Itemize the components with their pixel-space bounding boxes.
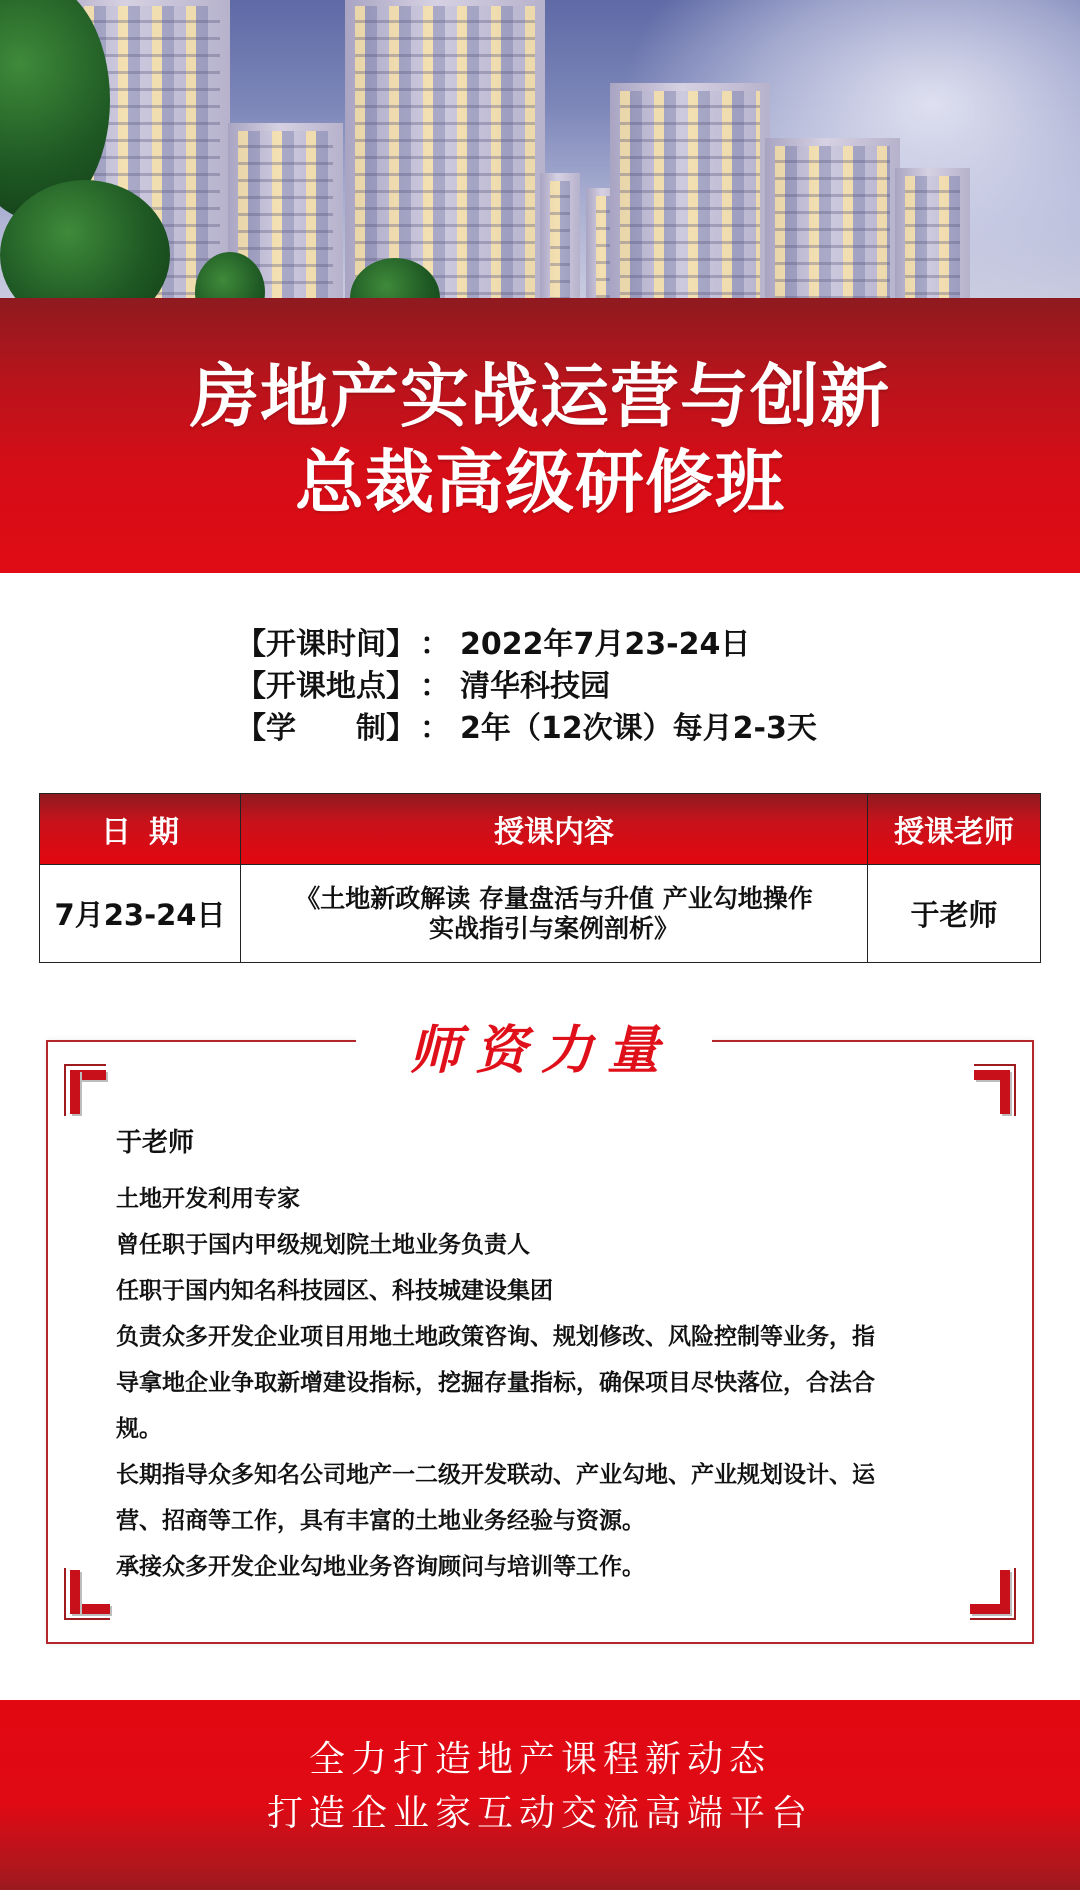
info-row-time bbox=[236, 620, 1036, 662]
bio-line: 负责众多开发企业项目用地土地政策咨询、规划修改、风险控制等业务，指 bbox=[116, 1324, 875, 1350]
info-label: 【开课地点】 bbox=[236, 669, 416, 704]
building bbox=[610, 83, 770, 298]
cell-content-line1: 《土地新政解读 存量盘活与升值 产业勾地操作 bbox=[295, 883, 813, 913]
bio-line: 土地开发利用专家 bbox=[116, 1186, 300, 1212]
info-separator: ： bbox=[420, 627, 450, 662]
info-row-location bbox=[236, 662, 1036, 704]
bio-line: 营、招商等工作，具有丰富的土地业务经验与资源。 bbox=[116, 1508, 645, 1534]
page-title-line2: 总裁高级研修班 bbox=[295, 442, 785, 523]
info-value-duration: 2年（12次课）每月2-3天 bbox=[460, 711, 817, 746]
teacher-bio bbox=[116, 1128, 976, 1590]
bio-line: 规。 bbox=[116, 1416, 162, 1442]
schedule-table bbox=[39, 793, 1041, 963]
building bbox=[345, 0, 545, 298]
info-value-location: 清华科技园 bbox=[460, 669, 610, 704]
column-header-date: 日期 bbox=[40, 794, 241, 864]
title-banner bbox=[0, 298, 1080, 573]
course-info bbox=[236, 620, 1036, 746]
corner-bracket-top-left-icon bbox=[64, 1064, 106, 1116]
teacher-name: 于老师 bbox=[116, 1128, 195, 1158]
table-row bbox=[40, 864, 1040, 962]
hero-building-photo bbox=[0, 0, 1080, 298]
footer-banner bbox=[0, 1700, 1080, 1890]
page-title-line1: 房地产实战运营与创新 bbox=[190, 356, 890, 437]
column-header-teacher: 授课老师 bbox=[894, 815, 1014, 850]
building bbox=[765, 138, 900, 298]
bio-line: 承接众多开发企业勾地业务咨询顾问与培训等工作。 bbox=[116, 1554, 645, 1580]
info-row-duration bbox=[236, 704, 1036, 746]
info-separator: ： bbox=[420, 669, 450, 704]
faculty-section-title: 师资力量 bbox=[408, 1020, 673, 1081]
info-value-time: 2022年7月23-24日 bbox=[460, 627, 751, 662]
cell-date: 7月23-24日 bbox=[40, 865, 241, 962]
corner-bracket-bottom-left-icon bbox=[64, 1568, 106, 1620]
info-label: 【学 制】 bbox=[236, 711, 416, 746]
bio-line: 导拿地企业争取新增建设指标，挖掘存量指标，确保项目尽快落位，合法合 bbox=[116, 1370, 875, 1396]
faculty-section-header bbox=[356, 1010, 712, 1080]
bio-line: 任职于国内知名科技园区、科技城建设集团 bbox=[116, 1278, 553, 1304]
corner-bracket-top-right-icon bbox=[974, 1064, 1016, 1116]
bio-line: 曾任职于国内甲级规划院土地业务负责人 bbox=[116, 1232, 530, 1258]
building bbox=[540, 173, 580, 298]
cell-content-line2: 实战指引与案例剖析》 bbox=[428, 913, 679, 943]
info-label: 【开课时间】 bbox=[236, 627, 416, 662]
corner-bracket-bottom-right-icon bbox=[974, 1568, 1016, 1620]
bio-line: 长期指导众多知名公司地产一二级开发联动、产业勾地、产业规划设计、运 bbox=[116, 1462, 875, 1488]
table-header-row bbox=[40, 794, 1040, 864]
footer-slogan-1: 全力打造地产课程新动态 bbox=[308, 1739, 771, 1780]
faculty-panel bbox=[46, 1040, 1034, 1644]
cell-teacher: 于老师 bbox=[910, 898, 998, 932]
column-header-content: 授课内容 bbox=[241, 794, 868, 864]
building bbox=[895, 168, 970, 298]
footer-slogan-2: 打造企业家互动交流高端平台 bbox=[266, 1793, 813, 1834]
info-separator: ： bbox=[420, 711, 450, 746]
cell-content bbox=[241, 865, 868, 962]
